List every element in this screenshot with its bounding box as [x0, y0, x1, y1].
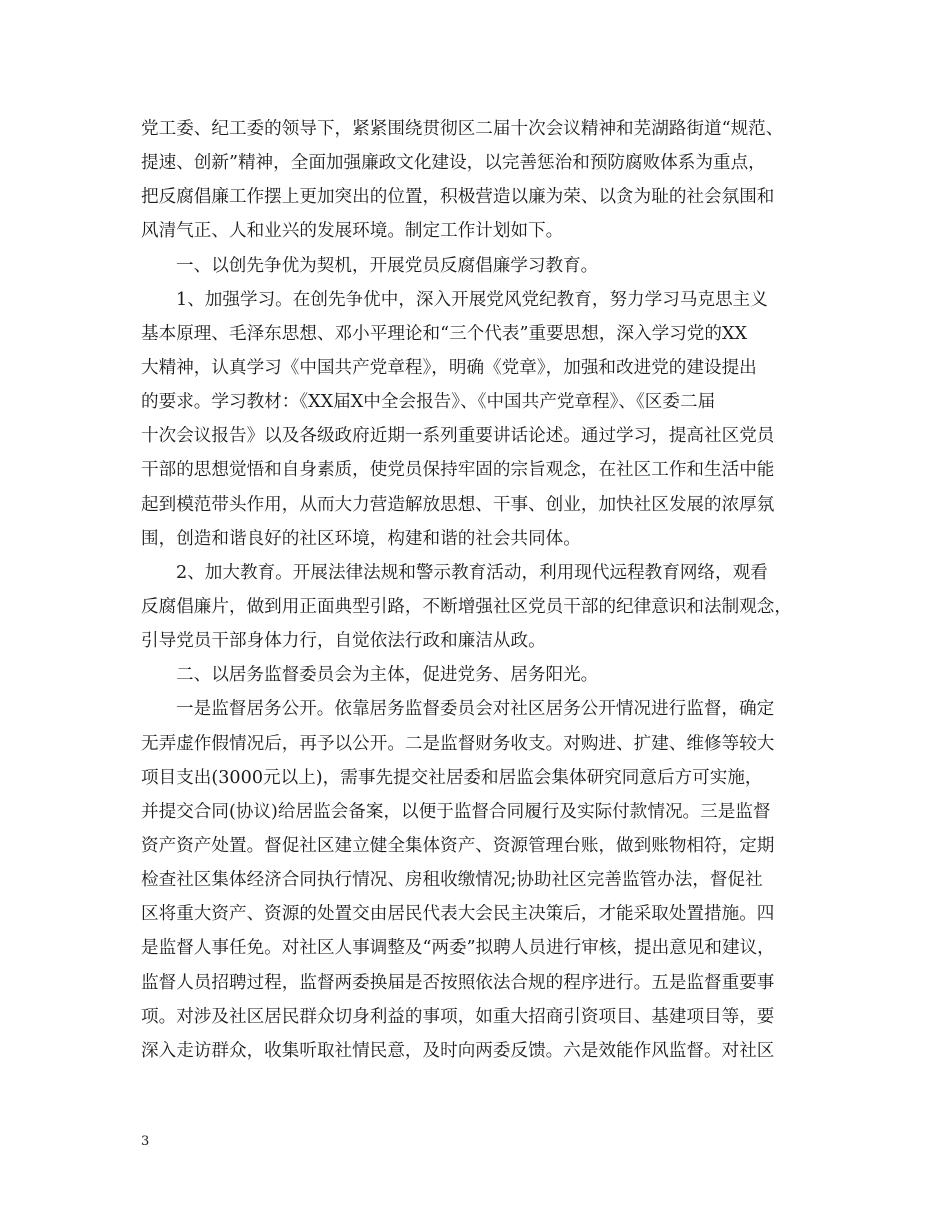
- text-line: 2、加大教育。开展法律法规和警示教育活动，利用现代远程教育网络，观看: [176, 562, 768, 583]
- text-line: 1、加强学习。在创先争优中，深入开展党风党纪教育，努力学习马克思主义: [176, 289, 768, 310]
- text-line: 党工委、纪工委的领导下，紧紧围绕贯彻区二届十次会议精神和芜湖路街道“规范、: [141, 119, 784, 139]
- text-line: 十次会议报告》以及各级政府近期一系列重要讲话论述。通过学习，提高社区党员: [141, 426, 775, 447]
- text-line: 是监督人事任免。对社区人事调整及“两委”拟聘人员进行审核，提出意见和建议，: [141, 938, 775, 959]
- text-line: 监督人员招聘过程，监督两委换届是否按照依法合规的程序进行。五是监督重要事: [141, 972, 775, 993]
- text-line: 项目支出(3000元以上)，需事先提交社居委和居监会集体研究同意后方可实施，: [141, 767, 763, 788]
- text-line: 大精神，认真学习《中国共产党章程》，明确《党章》，加强和改进党的建设提出: [141, 357, 757, 378]
- page-number: 3: [141, 1134, 150, 1149]
- text-line: 提速、创新”精神，全面加强廉政文化建设，以完善惩治和预防腐败体系为重点，: [141, 153, 766, 174]
- text-line: 区将重大资产、资源的处置交由居民代表大会民主决策后，才能采取处置措施。四: [141, 904, 775, 925]
- document-body: [141, 112, 821, 1068]
- text-line: 基本原理、毛泽东思想、邓小平理论和“三个代表”重要思想，深入学习党的XX: [141, 323, 748, 344]
- text-line: 一、以创先争优为契机，开展党员反腐倡廉学习教育。: [176, 255, 599, 276]
- text-line: 引导党员干部身体力行，自觉依法行政和廉洁从政。: [141, 631, 546, 652]
- text-line: 无弄虚作假情况后，再予以公开。二是监督财务收支。对购进、扩建、维修等较大: [141, 733, 775, 754]
- text-line: 起到模范带头作用，从而大力营造解放思想、干事、创业，加快社区发展的浓厚氛: [141, 494, 775, 515]
- text-line: 一是监督居务公开。依靠居务监督委员会对社区居务公开情况进行监督，确定: [176, 699, 775, 720]
- text-line: 项。对涉及社区居民群众切身利益的事项，如重大招商引资项目、基建项目等，要: [141, 1006, 775, 1027]
- text-line: 资产资产处置。督促社区建立健全集体资产、资源管理台账，做到账物相符，定期: [141, 835, 775, 856]
- text-line: 的要求。学习教材：《XX届X中全会报告》、《中国共产党章程》、《区委二届: [141, 392, 716, 413]
- text-line: 反腐倡廉片，做到用正面典型引路，不断增强社区党员干部的纪律意识和法制观念，: [141, 596, 792, 617]
- text-line: 围，创造和谐良好的社区环境，构建和谐的社会共同体。: [141, 528, 581, 549]
- text-line: 深入走访群众，收集听取社情民意，及时向两委反馈。六是效能作风监督。对社区: [141, 1040, 775, 1061]
- text-line: 干部的思想觉悟和自身素质，使党员保持牢固的宗旨观念，在社区工作和生活中能: [141, 460, 775, 481]
- text-line: 二、以居务监督委员会为主体，促进党务、居务阳光。: [176, 665, 599, 686]
- text-line: 并提交合同(协议)给居监会备案，以便于监督合同履行及实际付款情况。三是监督: [141, 801, 771, 822]
- text-line: 把反腐倡廉工作摆上更加突出的位置，积极营造以廉为荣、以贪为耻的社会氛围和: [141, 187, 775, 208]
- text-line: 检查社区集体经济合同执行情况、房租收缴情况;协助社区完善监管办法，督促社: [141, 870, 763, 891]
- text-line: 风清气正、人和业兴的发展环境。制定工作计划如下。: [141, 221, 564, 242]
